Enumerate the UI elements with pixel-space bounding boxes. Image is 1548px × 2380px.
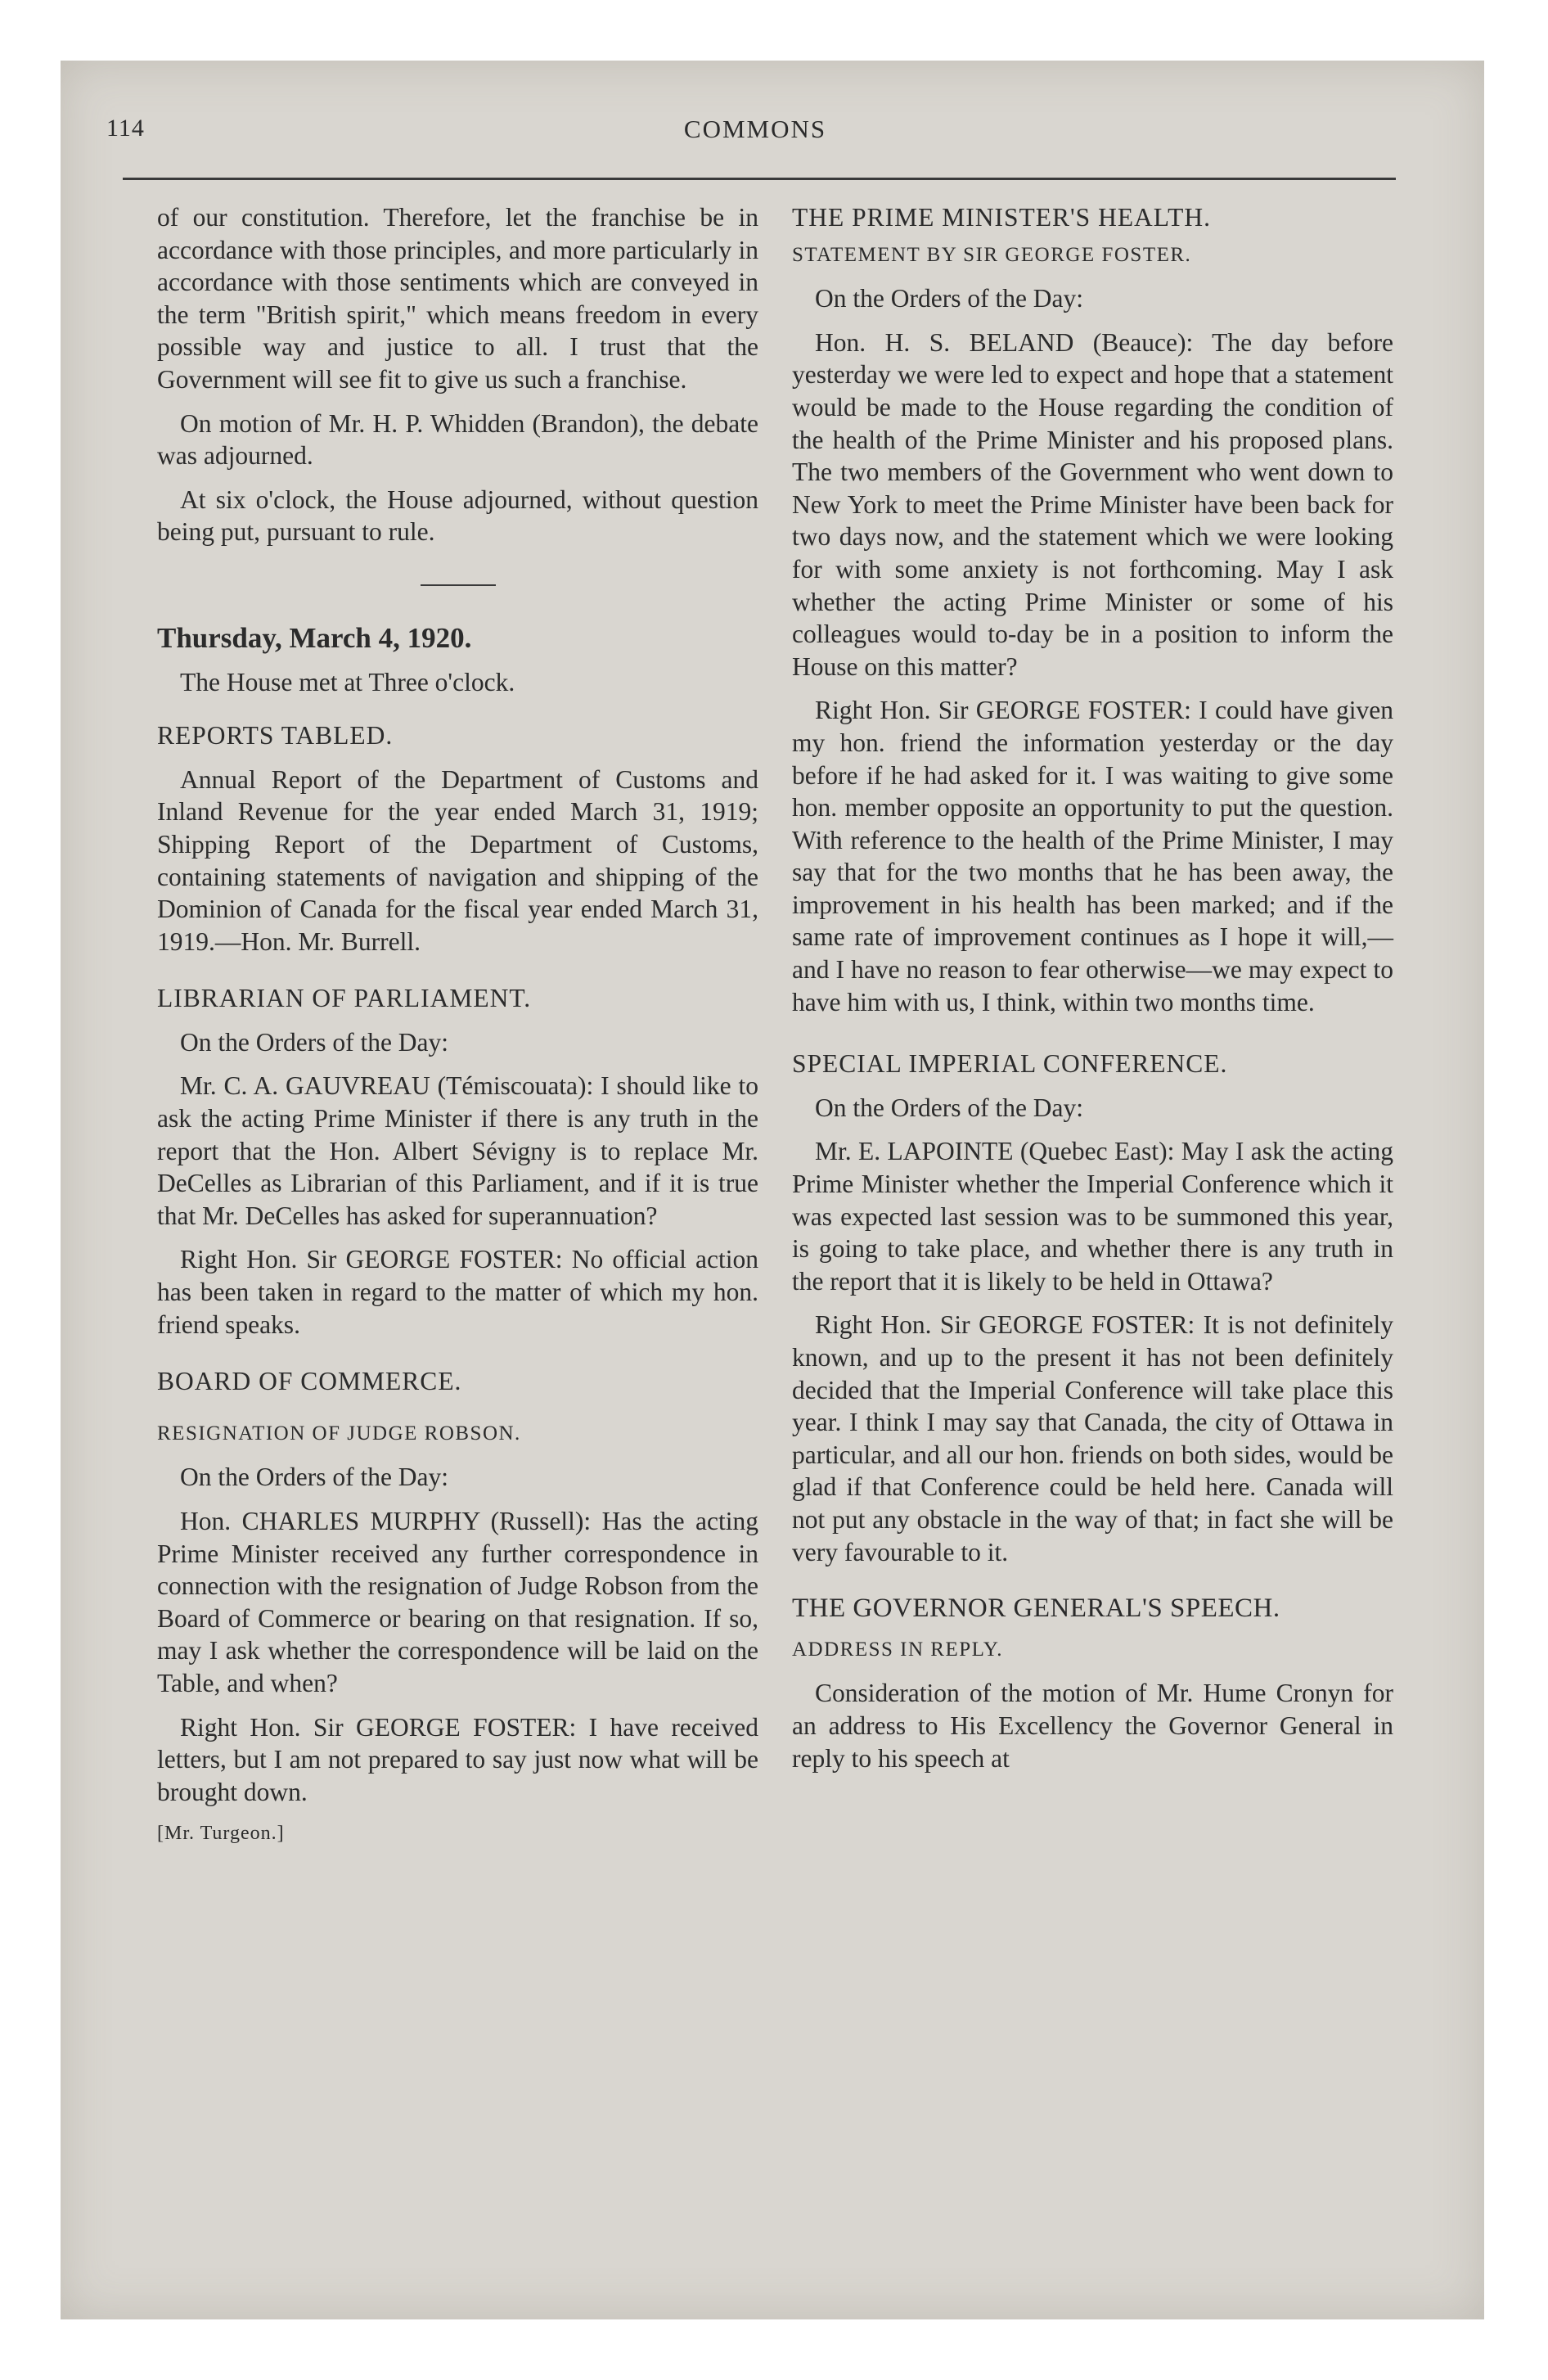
page-header (106, 115, 1404, 156)
footer-note: [Mr. Turgeon.] (157, 1823, 285, 1845)
day-heading: Thursday, March 4, 1920. (157, 621, 472, 654)
section-heading-reports: REPORTS TABLED. (157, 721, 394, 751)
subheading-address: ADDRESS IN REPLY. (792, 1638, 1003, 1661)
paragraph: of our constitution. Therefore, let the franchise be in accordance with those principles, and more particularly in accordance with those sentiments which are conveyed in the term "British spirit," which means freedom in every possible way and justice to all. I trust that the Government will see fit to give us such a franchise. (157, 203, 758, 394)
header-rule (123, 178, 1396, 180)
paragraph: Mr. C. A. GAUVREAU (Témiscouata): I should like to ask the acting Prime Minister if there is any truth in the report that the Hon. Albert Sévigny is to replace Mr. DeCelles as Librarian of this Parliament, and if it is true that Mr. DeCelles has asked for superannuation? (157, 1071, 758, 1230)
paragraph: Right Hon. Sir GEORGE FOSTER: It is not definitely known, and up to the present it has not been definitely decided that the Imperial Conference will take place this year. I think I may say that Canada, the city of Ottawa in particular, and all our hon. friends on both sides, would be glad if that Conference could be held here. Canada will not put any obstacle in the way of that; in fact she will be very favourable to it. (792, 1310, 1393, 1566)
paragraph: On the Orders of the Day: (815, 284, 1084, 313)
left-column (157, 201, 758, 1850)
right-column (792, 201, 1393, 1774)
page-number: 114 (106, 115, 145, 142)
paragraph: Annual Report of the Department of Customs and Inland Revenue for the year ended March 31, 1919; Shipping Report of the Department of Customs, containing statements of navigation and shipping of the Dominion of Canada for the fiscal year ended March 31, 1919.—Hon. Mr. Burrell. (157, 764, 758, 956)
section-heading-health: THE PRIME MINISTER'S HEALTH. (792, 203, 1212, 232)
section-divider (421, 584, 496, 586)
section-heading-conference: SPECIAL IMPERIAL CONFERENCE. (792, 1049, 1228, 1079)
paragraph: Hon. CHARLES MURPHY (Russell): Has the acting Prime Minister received any further correspondence in connection with the resignation of Judge Robson from the Board of Commerce or bearing on that resignation. If so, may I ask whether the correspondence will be laid on the Table, and when? (157, 1507, 758, 1697)
paragraph: Mr. E. LAPOINTE (Quebec East): May I ask the acting Prime Minister whether the Imperial Conference which it was expected last session was to be summoned this year, is going to take place, and whether there is any truth in the report that it is likely to be held in Ottawa? (792, 1137, 1393, 1296)
paragraph: On motion of Mr. H. P. Whidden (Brandon), the debate was adjourned. (157, 408, 758, 471)
subheading-statement: STATEMENT BY SIR GEORGE FOSTER. (792, 243, 1192, 266)
paragraph: Hon. H. S. BELAND (Beauce): The day before yesterday we were led to expect and hope that a statement would be made to the House regarding the condition of the health of the Prime Minister and his proposed plans. The two members of the Government who went down to New York to meet the Prime Minister have been back for two days now, and the statement which we were looking for with some anxiety is not forthcoming. May I ask whether the acting Prime Minister or some of his colleagues would to-day be in a position to inform the House on this matter? (792, 327, 1393, 681)
paragraph: Consideration of the motion of Mr. Hume Cronyn for an address to His Excellency the Governor General in reply to his speech at (792, 1679, 1393, 1773)
subheading-robson: RESIGNATION OF JUDGE ROBSON. (157, 1422, 521, 1445)
section-heading-speech: THE GOVERNOR GENERAL'S SPEECH. (792, 1593, 1280, 1624)
running-head: COMMONS (683, 115, 827, 143)
section-heading-librarian: LIBRARIAN OF PARLIAMENT. (157, 984, 532, 1013)
paragraph: Right Hon. Sir GEORGE FOSTER: I could have given my hon. friend the information yesterday or the day before if he had asked for it. I was waiting to give some hon. member opposite an opportunity to put the question. With reference to the health of the Prime Minister, I may say that for the two months that he has been away, the improvement in his health has been marked; and if the same rate of improvement continues as I hope it will,—and I have no reason to fear otherwise—we may expect to have him with us, I think, within two months time. (792, 696, 1393, 1016)
paragraph: Right Hon. Sir GEORGE FOSTER: No official action has been taken in regard to the matter of which my hon. friend speaks. (157, 1245, 758, 1339)
paragraph: Right Hon. Sir GEORGE FOSTER: I have received letters, but I am not prepared to say just now what will be brought down. (157, 1712, 758, 1806)
section-heading-board: BOARD OF COMMERCE. (157, 1367, 462, 1396)
paragraph: On the Orders of the Day: (815, 1093, 1084, 1122)
paragraph: On the Orders of the Day: (180, 1463, 449, 1492)
paragraph: On the Orders of the Day: (180, 1027, 449, 1057)
paragraph: At six o'clock, the House adjourned, without question being put, pursuant to rule. (157, 485, 758, 547)
paragraph: The House met at Three o'clock. (180, 667, 515, 696)
